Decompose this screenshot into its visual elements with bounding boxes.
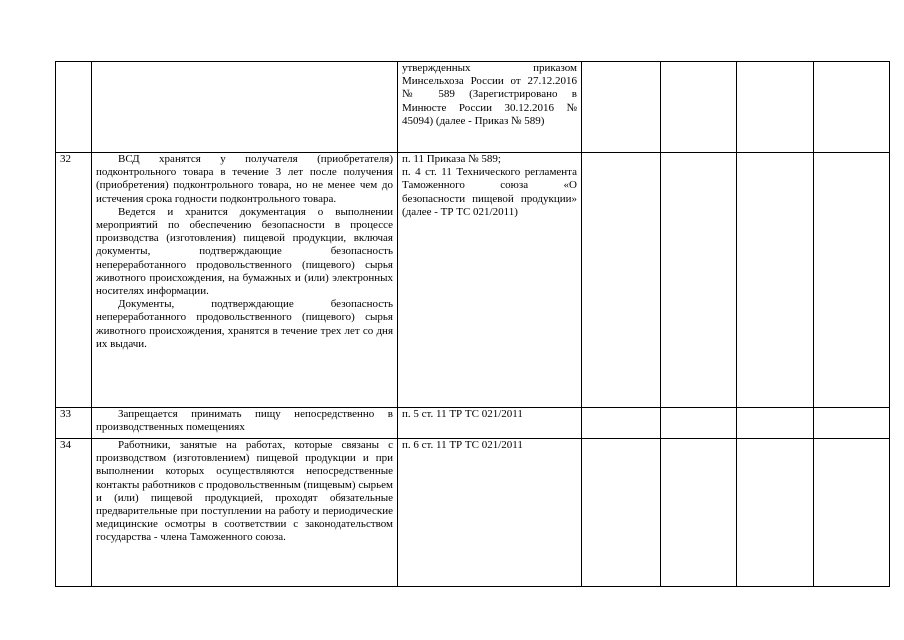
- empty-cell: [661, 153, 737, 408]
- requirement-cell: [92, 62, 398, 153]
- requirement-paragraph: Работники, занятые на работах, которые связаны с производством (изготовлением) пищевой продукции и при выполнении которых осуществляются непосредственные контакты работников с продовольственным (пищевым) сырьем и (или) пищевой продукцией, проходят обязательные предварительные при поступлении на работу и периодические медицинские осмотры в соответствии с законодательством государства - члена Таможенного союза.: [96, 439, 393, 544]
- table-row: [56, 62, 890, 153]
- empty-cell: [661, 62, 737, 153]
- requirement-paragraph: Документы, подтверждающие безопасность непереработанного продовольственного (пищевого) сырья животного происхождения, хранятся в течение трех лет со дня их выдачи.: [96, 298, 393, 350]
- legal-source-cell: [398, 439, 582, 587]
- legal-source-text: п. 6 ст. 11 ТР ТС 021/2011: [402, 439, 523, 451]
- empty-cell: [582, 408, 661, 439]
- empty-cell: [582, 62, 661, 153]
- empty-cell: [582, 439, 661, 587]
- legal-source-text: п. 11 Приказа № 589;: [402, 153, 501, 165]
- legal-source-text: п. 4 ст. 11 Технического регламента Таможенного союза «О безопасности пищевой продукции» (далее - ТР ТС 021/2011): [402, 166, 577, 218]
- requirement-cell: [92, 439, 398, 587]
- legal-source-cell: [398, 408, 582, 439]
- requirement-cell: [92, 408, 398, 439]
- legal-source-text: п. 5 ст. 11 ТР ТС 021/2011: [402, 408, 523, 420]
- empty-cell: [737, 153, 814, 408]
- table-row: [56, 408, 890, 439]
- empty-cell: [582, 153, 661, 408]
- empty-cell: [814, 408, 890, 439]
- empty-cell: [737, 62, 814, 153]
- row-number: 33: [56, 408, 92, 439]
- row-number: 32: [56, 153, 92, 408]
- requirements-table: [55, 61, 890, 587]
- empty-cell: [814, 439, 890, 587]
- requirement-paragraph: Ведется и хранится документация о выполнении мероприятий по обеспечению безопасности в процессе производства (изготовления) пищевой продукции, включая документы, подтверждающие безопасность непереработанного продовольственного (пищевого) сырья животного происхождения, на бумажных и (или) электронных носителях информации.: [96, 205, 393, 298]
- empty-cell: [661, 408, 737, 439]
- requirement-cell: [92, 153, 398, 408]
- empty-cell: [661, 439, 737, 587]
- empty-cell: [737, 408, 814, 439]
- legal-source-cell: [398, 153, 582, 408]
- table-row: [56, 439, 890, 587]
- requirement-paragraph: Запрещается принимать пищу непосредственно в производственных помещениях: [96, 408, 393, 434]
- legal-source-text: утвержденных приказом Минсельхоза России от 27.12.2016 № 589 (Зарегистрировано в Минюсте России 30.12.2016 № 45094) (далее - Приказ № 589): [402, 62, 577, 127]
- row-number: 34: [56, 439, 92, 587]
- empty-cell: [737, 439, 814, 587]
- row-number: [56, 62, 92, 153]
- empty-cell: [814, 153, 890, 408]
- legal-source-cell: [398, 62, 582, 153]
- requirement-paragraph: ВСД хранятся у получателя (приобретателя) подконтрольного товара в течение 3 лет после получения (приобретения) подконтрольного товара, но не менее чем до истечения срока годности подконтрольного товара.: [96, 153, 393, 205]
- empty-cell: [814, 62, 890, 153]
- table-row: [56, 153, 890, 408]
